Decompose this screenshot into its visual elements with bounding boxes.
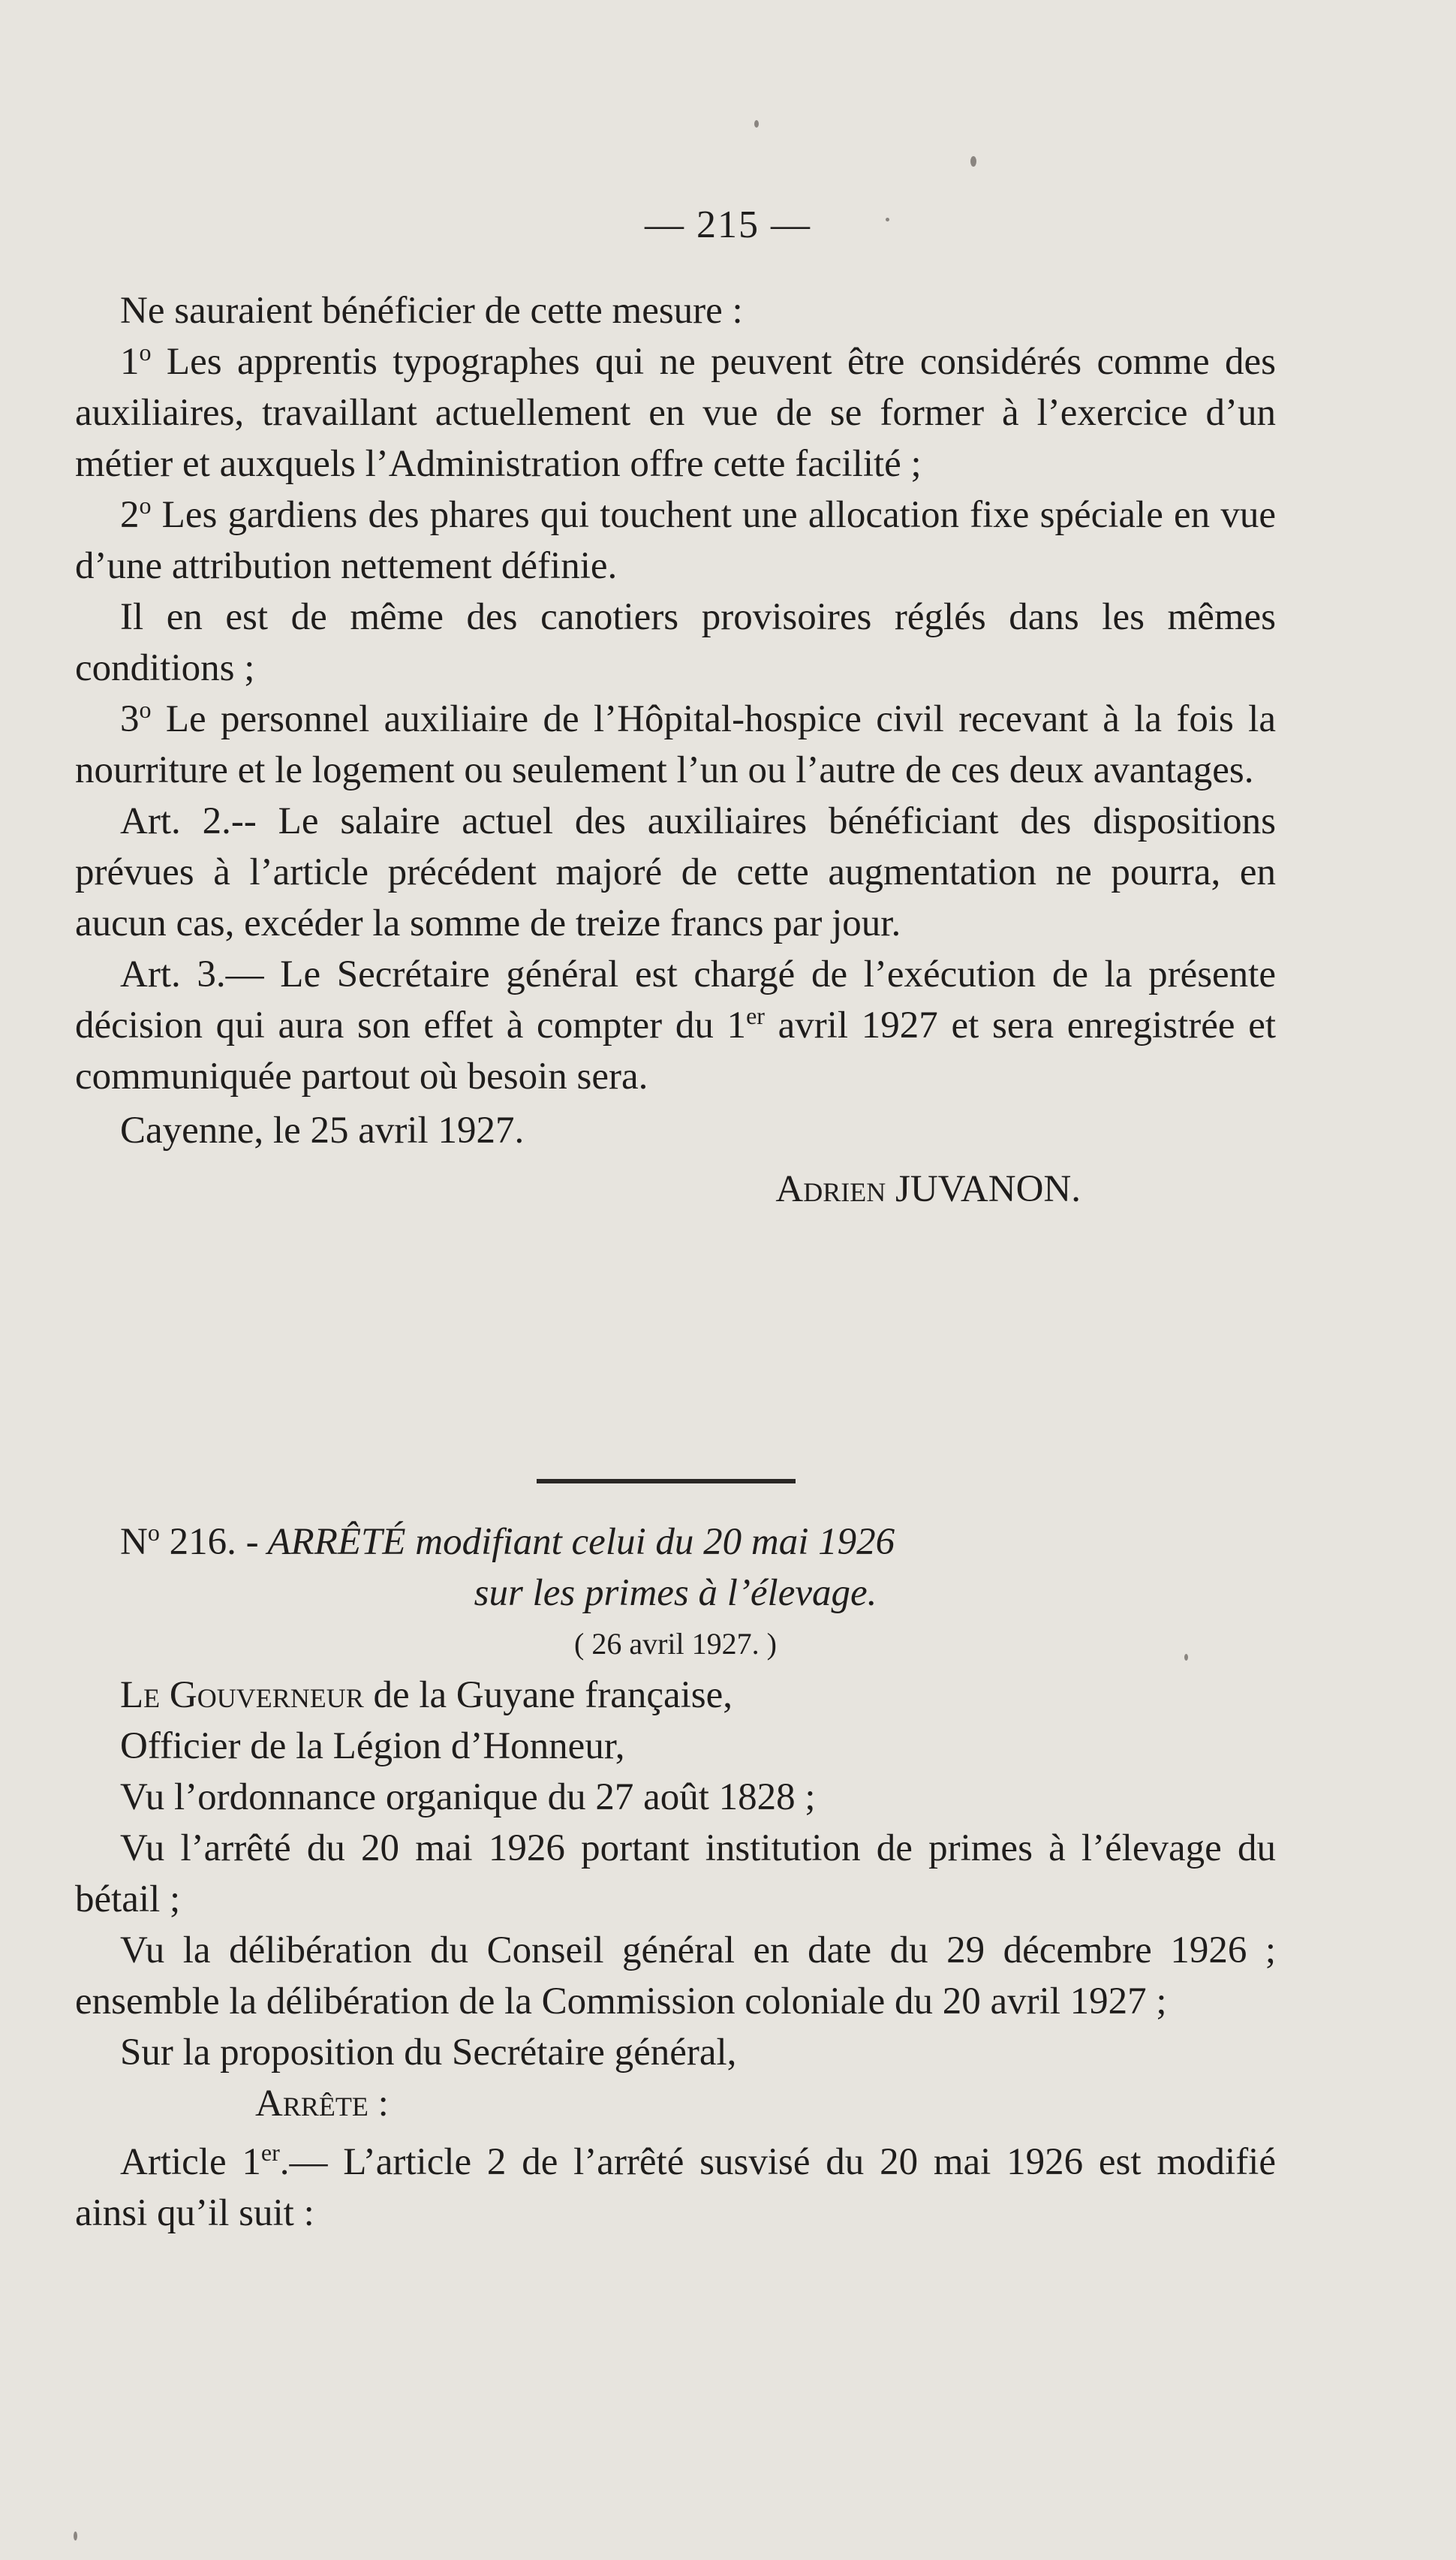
item-number: 2 xyxy=(120,494,140,536)
exclusion-item-2 xyxy=(75,489,1276,592)
article-text: Article 1 xyxy=(120,2141,261,2183)
article-text: avril 1927 et sera enregistrée et communiquée partout où besoin sera. xyxy=(75,1004,1276,1098)
article-1 xyxy=(75,2137,1276,2239)
paper-speck xyxy=(74,2531,77,2540)
ordinal-superscript: er xyxy=(260,2139,280,2166)
article-2: Art. 2.-- Le salaire actuel des auxiliaires bénéficiant des dispositions prévues à l’article précédent majoré de cette augmentation ne pourra, en aucun cas, excéder la somme de treize francs par jour. xyxy=(75,800,1276,944)
arrete-label: Arrête : xyxy=(255,2083,389,2125)
page-number: — 215 — xyxy=(645,203,811,246)
article-text: .— L’article 2 de l’arrêté susvisé du 20 mai 1926 est modifié ainsi qu’il suit : xyxy=(75,2141,1276,2234)
paper-speck xyxy=(970,156,976,167)
ordinal-superscript: er xyxy=(746,1002,765,1029)
ordinal-superscript: o xyxy=(139,339,152,366)
arrete-title-line-2: sur les primes à l’élevage. xyxy=(474,1572,877,1614)
proposition-line: Sur la proposition du Secrétaire général, xyxy=(120,2031,737,2074)
governor-title: Le Gouverneur xyxy=(120,1674,364,1716)
arrete-date: ( 26 avril 1927. ) xyxy=(574,1627,777,1661)
signature: Adrien JUVANON. xyxy=(775,1168,1081,1210)
arrete-heading xyxy=(75,1516,1276,1568)
vu-deliberation: Vu la délibération du Conseil général en date du 29 décembre 1926 ; ensemble la délibération de la Commission coloniale du 20 avril 1927 ; xyxy=(75,1929,1276,2022)
place-date: Cayenne, le 25 avril 1927. xyxy=(120,1110,525,1152)
arrete-number: 216. xyxy=(159,1521,236,1563)
section-arrete-215-continued xyxy=(75,285,1276,1215)
article-text: Art. 3.— Le Secrétaire général est chargé de l’exécution de la présente décision qui aura son effet à compter du 1 xyxy=(75,953,1276,1047)
ordinal-superscript: o xyxy=(147,1519,160,1546)
item-text: Les gardiens des phares qui touchent une allocation fixe spéciale en vue d’une attribution nettement définie. xyxy=(75,494,1276,587)
exclusion-item-2-continuation: Il en est de même des canotiers provisoires réglés dans les mêmes conditions ; xyxy=(75,596,1276,689)
ordinal-superscript: o xyxy=(139,696,152,723)
arrete-title: - ARRÊTÉ modifiant celui du 20 mai 1926 xyxy=(236,1521,895,1563)
item-number: 1 xyxy=(120,341,140,383)
arrete-number: N xyxy=(120,1521,148,1563)
officer-line: Officier de la Légion d’Honneur, xyxy=(120,1725,625,1767)
exclusion-item-3 xyxy=(75,694,1276,796)
section-divider xyxy=(537,1479,796,1483)
item-number: 3 xyxy=(120,698,140,740)
article-3 xyxy=(75,949,1276,1102)
governor-line xyxy=(75,1670,1276,1721)
ordinal-superscript: o xyxy=(139,492,152,519)
item-text: Les apprentis typographes qui ne peuvent être considérés comme des auxiliaires, travaillant actuellement en vue de se former à l’exercice d’un métier et auxquels l’Administration offre cette facilité ; xyxy=(75,341,1276,485)
vu-arrete: Vu l’arrêté du 20 mai 1926 portant institution de primes à l’élevage du bétail ; xyxy=(75,1827,1276,1920)
exclusion-item-1 xyxy=(75,336,1276,489)
governor-text: de la Guyane française, xyxy=(363,1674,733,1716)
item-text: Le personnel auxiliaire de l’Hôpital-hospice civil recevant à la fois la nourriture et le logement ou seulement l’un ou l’autre de ces deux avantages. xyxy=(75,698,1276,791)
vu-ordonnance: Vu l’ordonnance organique du 27 août 1828 ; xyxy=(120,1776,816,1818)
paper-speck xyxy=(754,120,759,128)
section-arrete-216 xyxy=(75,1516,1276,2239)
intro-paragraph: Ne sauraient bénéficier de cette mesure : xyxy=(120,290,743,332)
